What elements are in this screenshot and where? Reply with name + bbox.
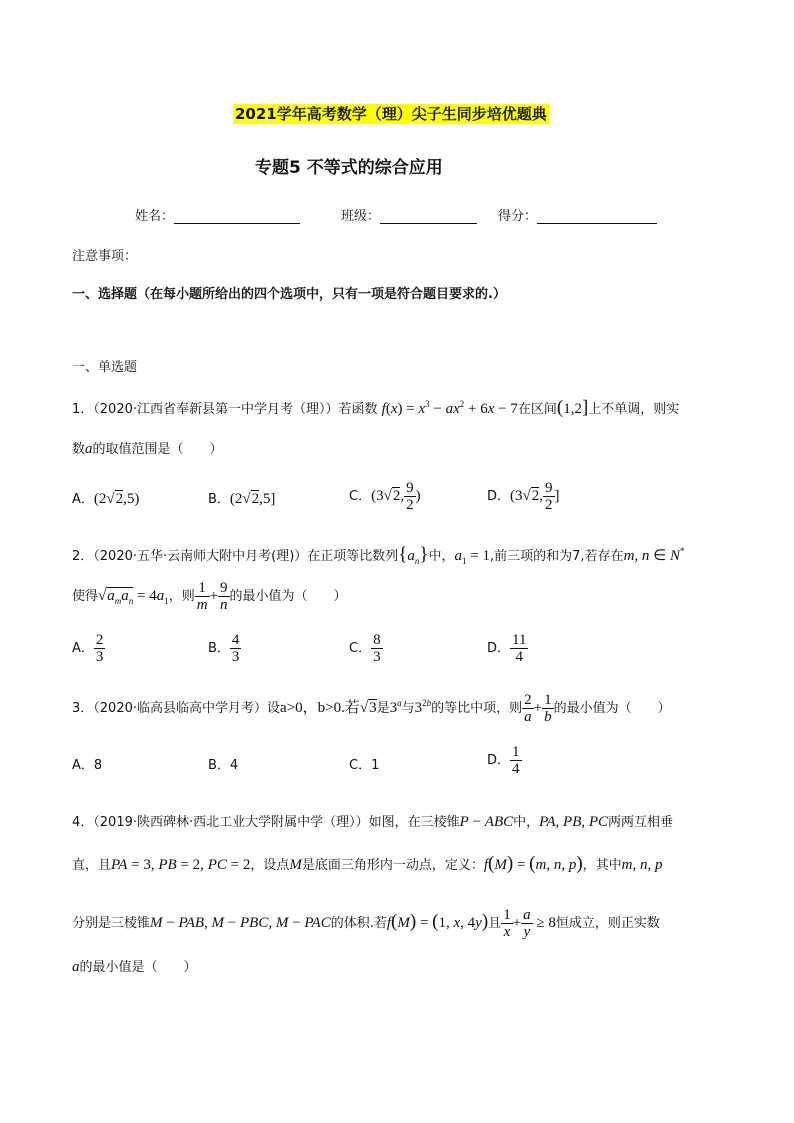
q2-option-a-frac: $\frac{2}{3}$ bbox=[95, 632, 104, 665]
document-title bbox=[233, 103, 549, 124]
question-4-line-2 bbox=[72, 853, 663, 875]
q3-sqrt3: √3 bbox=[359, 700, 377, 716]
q4-volumes: M − PAB, M − PBC, M − PAC bbox=[150, 915, 331, 931]
q1-interval: (1,2] bbox=[556, 397, 589, 418]
question-1-line-2 bbox=[72, 438, 223, 458]
q2-condition: $√a_ma_n = 4a_1$ bbox=[98, 588, 169, 606]
name-label: 姓名： bbox=[135, 209, 175, 224]
q4-fm-value: f(M) = (1, x, 4y) bbox=[386, 911, 489, 932]
q3-option-d-frac: $\frac{1}{4}$ bbox=[512, 744, 520, 777]
name-field-row bbox=[135, 205, 300, 224]
q3-text-c: 与 bbox=[401, 701, 415, 716]
q4-mnp: m, n, p bbox=[621, 857, 663, 873]
q4-line4: 的最小值是（ ） bbox=[79, 960, 197, 975]
q2-option-b[interactable] bbox=[208, 632, 241, 665]
class-blank[interactable] bbox=[380, 209, 477, 224]
q4-var-a: a bbox=[72, 959, 80, 975]
question-2-line-1 bbox=[72, 544, 685, 566]
q4-number: 4． bbox=[72, 815, 94, 830]
q2-option-a-label: A． bbox=[72, 641, 94, 656]
q3-option-a[interactable]: A．8 bbox=[72, 758, 103, 773]
q2-sequence: $\{a_n\}$ bbox=[398, 544, 429, 566]
q1-line2-prefix: 数 bbox=[72, 442, 86, 457]
question-2-line-2: 使得$√a_ma_n = 4a_1$，则 $\frac{1}{m}$ + $\frac{9}{n}$ 的最小值为（ ） bbox=[72, 580, 347, 613]
q2-text-d: 的最小值为（ ） bbox=[229, 589, 347, 604]
q1-number: 1． bbox=[72, 402, 94, 417]
q4-text-a: 中， bbox=[513, 815, 540, 830]
q1-option-a-label: A． bbox=[72, 492, 94, 507]
q2-option-d-frac: $\frac{11}{4}$ bbox=[512, 632, 527, 665]
q1-line2: 的取值范围是（ ） bbox=[92, 442, 223, 457]
class-label: 班级： bbox=[341, 209, 381, 224]
q1-option-b-math: (2√2,5] bbox=[229, 491, 276, 507]
title-highlight: 2021学年高考数学（理）尖子生同步培优题典 bbox=[235, 105, 547, 123]
q2-text-b: ,前三项的和为7,若存在 bbox=[490, 549, 624, 564]
q3-text-e: 的最小值为（ ） bbox=[553, 701, 671, 716]
q3-number: 3． bbox=[72, 701, 94, 716]
score-label: 得分： bbox=[498, 209, 538, 224]
section-single-choice: 一、单选题 bbox=[72, 360, 138, 375]
question-1-line-1 bbox=[72, 397, 679, 419]
q4-frac-ay: $\frac{a}{y}$ bbox=[523, 907, 531, 940]
q2-option-d[interactable] bbox=[487, 632, 528, 665]
q2-text-a: 中， bbox=[428, 549, 455, 564]
q2-frac-9n: $\frac{9}{n}$ bbox=[220, 580, 228, 613]
q1-text-b: 上不单调，则实 bbox=[588, 402, 680, 417]
q1-option-b-label: B． bbox=[208, 492, 230, 507]
q4-line3-d: 恒成立，则正实数 bbox=[555, 916, 660, 931]
q1-option-d-label: D． bbox=[487, 489, 511, 504]
q2-option-a[interactable] bbox=[72, 632, 105, 665]
q4-line2-c: 是底面三角形内一动点，定义： bbox=[301, 858, 484, 873]
question-4-line-1 bbox=[72, 811, 673, 831]
q4-source: （2019·陕西碑林·西北工业大学附属中学（理））如图，在三棱锥 bbox=[93, 815, 460, 830]
q1-option-a[interactable] bbox=[72, 488, 139, 508]
q4-text-b: 两两互相垂 bbox=[608, 815, 674, 830]
q1-option-b[interactable] bbox=[208, 488, 275, 508]
q4-pyramid: P − ABC bbox=[459, 814, 514, 830]
q2-source: （2020·五华·云南师大附中月考(理)）在正项等比数列 bbox=[93, 549, 399, 564]
question-4-line-3: 分别是三棱锥M − PAB, M − PBC, M − PAC的体积.若f(M) = (1, x, 4y)且 $\frac{1}{x}$ + $\frac{a}{y}$ ≥ 8恒成立，则正实数 bbox=[72, 907, 660, 940]
question-3-line-1: 3．（2020·临高县临高中学月考）设a>0，b>0.若√3是3$^a$与$3^{2b}$的等比中项，则 $\frac{2}{a}$ + $\frac{1}{b}$ 的最小值为（ ） bbox=[72, 692, 671, 725]
q4-line3-a: 分别是三棱锥 bbox=[72, 916, 151, 931]
q4-frac-1x: $\frac{1}{x}$ bbox=[503, 907, 511, 940]
q3-option-c[interactable]: C．1 bbox=[349, 758, 380, 773]
q1-source: （2020·江西省奉新县第一中学月考（理））若函数 bbox=[93, 402, 378, 417]
q2-mn: m, n ∈ N* bbox=[623, 546, 685, 564]
q3-3a: 3$^a$ bbox=[389, 698, 402, 716]
section-choice-heading: 一、选择题（在每小题所给出的四个选项中，只有一项是符合题目要求的.） bbox=[72, 287, 506, 302]
q3-text-b: 是 bbox=[376, 701, 390, 716]
q4-line2-d: ，其中 bbox=[582, 858, 622, 873]
q2-a1: $a_1 = 1$ bbox=[454, 548, 491, 566]
question-4-line-4 bbox=[72, 956, 197, 976]
q2-option-c[interactable] bbox=[349, 632, 383, 665]
q1-option-a-math: (2√2,5) bbox=[93, 491, 140, 507]
q2-number: 2． bbox=[72, 549, 94, 564]
notes-label: 注意事项： bbox=[72, 249, 138, 264]
q3-text-a: a>0，b>0.若 bbox=[280, 700, 360, 716]
score-field-row bbox=[498, 205, 657, 224]
q3-source: （2020·临高县临高中学月考）设 bbox=[93, 701, 280, 716]
q2-option-d-label: D． bbox=[487, 641, 511, 656]
q1-option-d[interactable]: D．(3√2, $\frac{9}{2}$ ] bbox=[487, 480, 560, 513]
q3-option-d-label: D． bbox=[487, 753, 511, 768]
name-blank[interactable] bbox=[174, 209, 300, 224]
q1-option-c-label: C． bbox=[349, 489, 372, 504]
q2-option-b-frac: $\frac{4}{3}$ bbox=[231, 632, 240, 665]
q1-option-d-frac: $\frac{9}{2}$ bbox=[545, 480, 553, 513]
q1-option-c-frac: $\frac{9}{2}$ bbox=[406, 480, 414, 513]
q4-line2-b: ，设点 bbox=[250, 858, 290, 873]
q1-option-d-math: (3√2, bbox=[510, 488, 543, 504]
q4-line3-c: 且 bbox=[488, 916, 502, 931]
q4-point-m: M bbox=[289, 857, 302, 873]
class-field-row bbox=[341, 205, 477, 224]
q4-definition: f(M) = (m, n, p) bbox=[483, 853, 583, 874]
q2-option-c-frac: $\frac{8}{3}$ bbox=[373, 632, 381, 665]
q2-option-b-label: B． bbox=[208, 641, 230, 656]
q4-edges: PA, PB, PC bbox=[539, 814, 609, 830]
q4-lengths: PA = 3, PB = 2, PC = 2 bbox=[111, 857, 251, 873]
q1-option-c-math: (3√2, bbox=[371, 488, 405, 504]
q2-line2-prefix: 使得 bbox=[72, 589, 99, 604]
q3-option-d[interactable] bbox=[487, 744, 522, 777]
q3-frac-1b: $\frac{1}{b}$ bbox=[544, 692, 552, 725]
q4-line2-a: 直，且 bbox=[72, 858, 112, 873]
q3-32b: $3^{2b}$ bbox=[414, 698, 432, 716]
score-blank[interactable] bbox=[537, 209, 657, 224]
q1-option-c[interactable]: C．(3√2, $\frac{9}{2}$ ) bbox=[349, 480, 421, 513]
q1-function: $f(x) = x^3 - ax^2 + 6x - 7$ bbox=[381, 399, 518, 417]
q2-frac-1m: $\frac{1}{m}$ bbox=[196, 580, 208, 613]
q3-option-b[interactable]: B．4 bbox=[208, 758, 239, 773]
q1-text-a: 在区间 bbox=[517, 402, 557, 417]
document-subtitle: 专题5 不等式的综合应用 bbox=[255, 158, 443, 178]
q4-line3-b: 的体积.若 bbox=[330, 916, 387, 931]
q3-text-d: 的等比中项，则 bbox=[431, 701, 523, 716]
q1-var-a: a bbox=[85, 441, 93, 457]
q2-option-c-label: C． bbox=[349, 641, 372, 656]
q2-text-c: ，则 bbox=[168, 589, 195, 604]
q3-frac-2a: $\frac{2}{a}$ bbox=[524, 692, 532, 725]
